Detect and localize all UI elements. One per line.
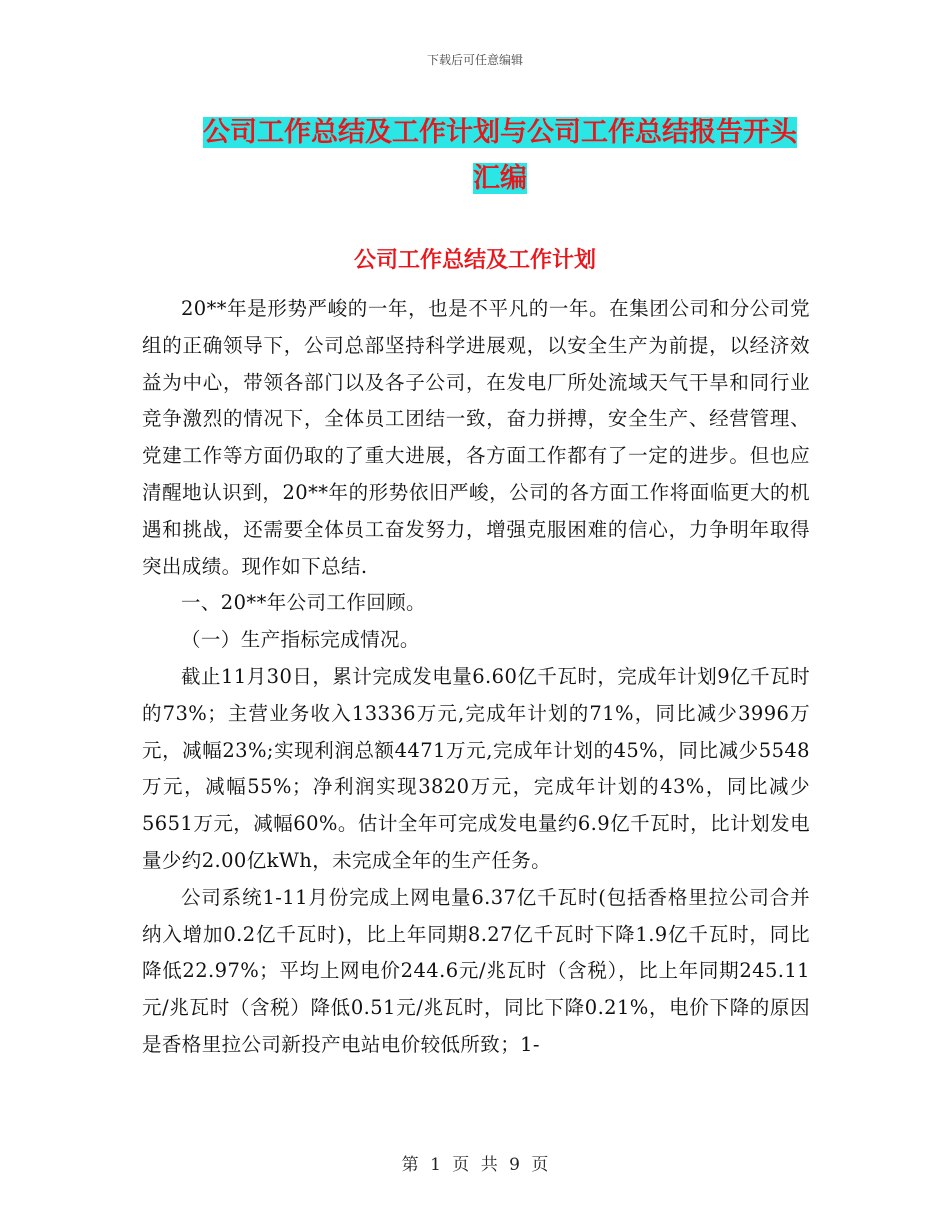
document-title bbox=[192, 110, 808, 202]
body-paragraph: 20**年是形势严峻的一年，也是不平凡的一年。在集团公司和分公司党组的正确领导下，公司总部坚持科学进展观，以安全生产为前提，以经济效益为中心，带领各部门以及各子公司，在发电厂所处流域天气干旱和同行业竞争激烈的情况下，全体员工团结一致，奋力拼搏，安全生产、经营管理、党建工作等方面仍取的了重大进展，各方面工作都有了一定的进步。但也应清醒地认识到，20**年的形势依旧严峻，公司的各方面工作将面临更大的机遇和挑战，还需要全体员工奋发努力，增强克服困难的信心，力争明年取得突出成绩。现作如下总结. bbox=[142, 297, 810, 578]
section-heading: 公司工作总结及工作计划 bbox=[353, 248, 596, 273]
page-number-footer: 第 1 页 共 9 页 bbox=[401, 1155, 549, 1175]
document-body bbox=[142, 291, 810, 1064]
body-paragraph: （一）生产指标完成情况。 bbox=[181, 628, 420, 652]
body-paragraph: 截止11月30日，累计完成发电量6.60亿千瓦时，完成年计划9亿千瓦时的73%；主营业务收入13336万元,完成年计划的71%，同比减少3996万元，减幅23%;实现利润总额4471万元,完成年计划的45%，同比减少5548万元，减幅55%；净利润实现3820万元，完成年计划的43%，同比减少5651万元，减幅60%。估计全年可完成发电量约6.9亿千瓦时，比计划发电量少约2.00亿kWh，未完成全年的生产任务。 bbox=[142, 664, 810, 872]
page-header-note: 下载后可任意编辑 bbox=[426, 53, 523, 67]
document-title-text: 公司工作总结及工作计划与公司工作总结报告开头汇编 bbox=[203, 117, 797, 194]
body-paragraph: 一、20**年公司工作回顾。 bbox=[181, 591, 426, 615]
body-paragraph: 公司系统1-11月份完成上网电量6.37亿千瓦时(包括香格里拉公司合并纳入增加0.2亿千瓦时)，比上年同期8.27亿千瓦时下降1.9亿千瓦时，同比降低22.97%；平均上网电价244.6元/兆瓦时（含税），比上年同期245.11元/兆瓦时（含税）降低0.51元/兆瓦时，同比下降0.21%，电价下降的原因是香格里拉公司新投产电站电价较低所致；1- bbox=[142, 885, 810, 1056]
